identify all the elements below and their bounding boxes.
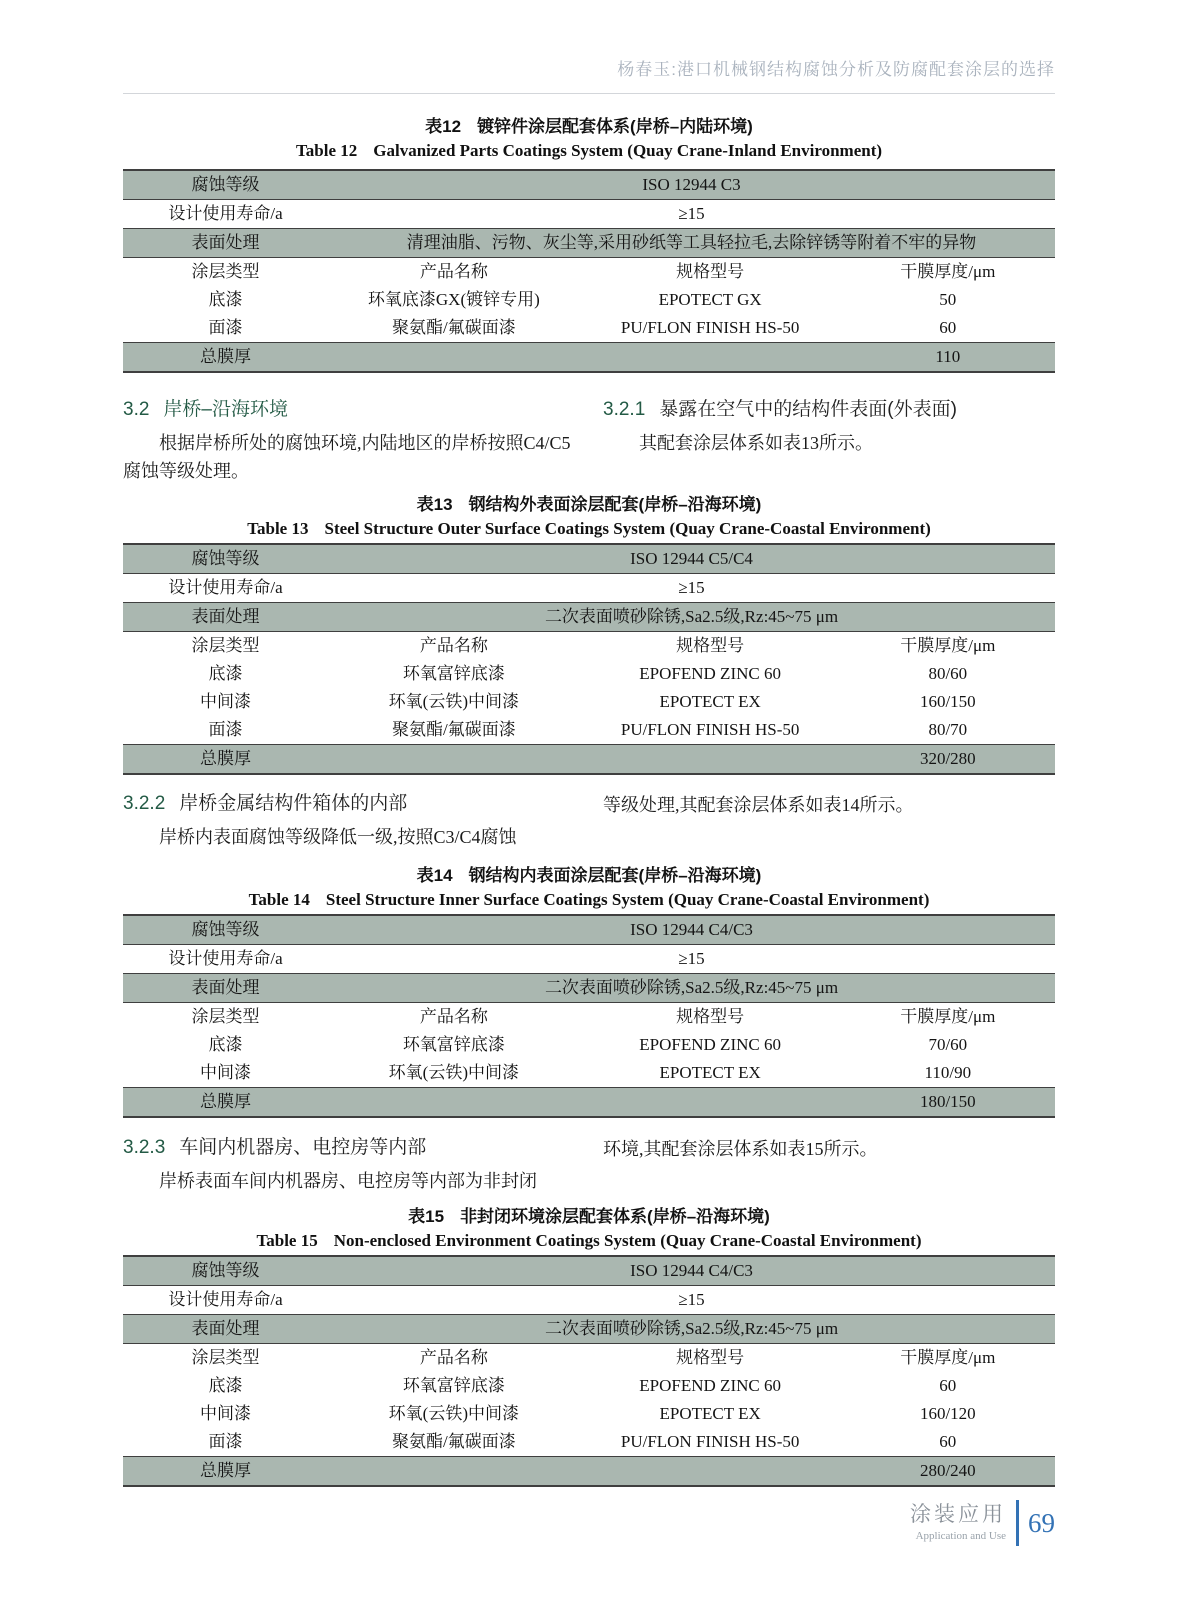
total-label: 总膜厚 [123, 1457, 328, 1487]
column-header: 涂层类型 [191, 1348, 260, 1367]
info-row [123, 974, 1055, 1003]
coating-cell: 60 [939, 1432, 957, 1451]
row-value: 清理油脂、污物、灰尘等,采用砂纸等工具轻拉毛,去除锌锈等附着不牢的异物 [328, 229, 1055, 258]
row-value: ISO 12944 C5/C4 [328, 544, 1055, 574]
row-label: 设计使用寿命/a [168, 1290, 283, 1309]
coating-cell: 底漆 [208, 1376, 243, 1395]
coating-cell: EPOFEND ZINC 60 [639, 1376, 781, 1395]
paragraph: 环境,其配套涂层体系如表15所示。 [603, 1139, 878, 1159]
coatings-table [123, 543, 1055, 775]
right-column [603, 397, 1055, 485]
paragraph: 其配套涂层体系如表13所示。 [639, 433, 873, 453]
left-column [123, 791, 581, 851]
empty-cell [328, 745, 841, 775]
table-title-en: Non-enclosed Environment Coatings System (Quay Crane-Coastal Environment) [333, 1231, 922, 1250]
table-number-label: 表12 [425, 117, 462, 136]
total-row [123, 745, 1055, 775]
coating-cell: PU/FLON FINISH HS-50 [620, 720, 800, 739]
page-number: 69 [1028, 1507, 1055, 1538]
info-row [123, 1256, 1055, 1286]
row-value: ISO 12944 C4/C3 [328, 1256, 1055, 1286]
coating-cell: 底漆 [208, 664, 243, 683]
section-number: 3.2.1 [603, 399, 646, 420]
table-title-cn: 非封闭环境涂层配套体系(岸桥–沿海环境) [460, 1207, 770, 1226]
coatings-table [123, 169, 1055, 373]
column-header: 涂层类型 [191, 636, 260, 655]
coating-cell: 110/90 [924, 1063, 972, 1082]
section-title: 岸桥–沿海环境 [163, 399, 288, 420]
table-number-label-en: Table 15 [256, 1231, 318, 1250]
info-row [123, 603, 1055, 632]
section-block-3-2-3 [123, 1135, 1055, 1195]
coating-cell: 环氧富锌底漆 [402, 1035, 505, 1054]
table-14-block [123, 864, 1055, 1118]
row-value: ≥15 [678, 949, 705, 968]
info-row [123, 1315, 1055, 1344]
section-number: 3.2.2 [123, 793, 166, 814]
info-row [123, 574, 1055, 603]
column-header: 涂层类型 [191, 1007, 260, 1026]
coating-cell: 60 [939, 1376, 957, 1395]
table-13-block [123, 493, 1055, 775]
table-title-en: Galvanized Parts Coatings System (Quay Crane-Inland Environment) [373, 141, 883, 160]
section-heading-3-2 [123, 397, 581, 423]
row-value: 二次表面喷砂除锈,Sa2.5级,Rz:45~75 μm [328, 603, 1055, 632]
coating-cell: 环氧底漆GX(镀锌专用) [367, 290, 540, 309]
row-label: 设计使用寿命/a [168, 949, 283, 968]
column-header: 产品名称 [419, 1348, 488, 1367]
left-column [123, 397, 581, 485]
empty-cell [328, 1088, 841, 1118]
coating-cell: EPOTECT GX [658, 290, 762, 309]
coating-cell: 底漆 [208, 1035, 243, 1054]
coating-cell: 环氧富锌底漆 [402, 1376, 505, 1395]
total-value: 180/150 [841, 1088, 1055, 1118]
table-number-label-en: Table 12 [295, 141, 358, 160]
table-caption-cn [123, 115, 1055, 139]
column-header-row [123, 1344, 1055, 1373]
coating-row [123, 1059, 1055, 1088]
coating-cell: EPOTECT EX [659, 1063, 761, 1082]
right-column [603, 1135, 1055, 1195]
coating-cell: EPOFEND ZINC 60 [639, 664, 781, 683]
row-value: 二次表面喷砂除锈,Sa2.5级,Rz:45~75 μm [328, 1315, 1055, 1344]
coating-cell: 环氧(云铁)中间漆 [388, 692, 519, 711]
table-title-cn: 钢结构内表面涂层配套(岸桥–沿海环境) [468, 866, 762, 885]
column-header: 涂层类型 [191, 262, 260, 281]
table-number-label-en: Table 14 [248, 890, 310, 909]
journal-section-en: Application and Use [915, 1530, 1006, 1542]
row-label: 腐蚀等级 [123, 1256, 328, 1286]
row-value: ≥15 [678, 1290, 705, 1309]
column-header-row [123, 258, 1055, 287]
running-header-title: 杨春玉:港口机械钢结构腐蚀分析及防腐配套涂层的选择 [617, 60, 1055, 79]
info-row [123, 915, 1055, 945]
total-row [123, 343, 1055, 373]
table-title-en: Steel Structure Inner Surface Coatings System (Quay Crane-Coastal Environment) [325, 890, 930, 909]
journal-section-cn: 涂装应用 [910, 1503, 1006, 1526]
coating-cell: PU/FLON FINISH HS-50 [620, 318, 800, 337]
row-label: 腐蚀等级 [123, 915, 328, 945]
coating-cell: 底漆 [208, 290, 243, 309]
paragraph: 根据岸桥所处的腐蚀环境,内陆地区的岸桥按照C4/C5腐蚀等级处理。 [123, 433, 571, 481]
total-label: 总膜厚 [123, 343, 328, 373]
section-heading-3-2-3 [123, 1135, 581, 1161]
section-heading-3-2-2 [123, 791, 581, 817]
info-row [123, 200, 1055, 229]
section-title: 岸桥金属结构件箱体的内部 [179, 793, 408, 814]
coating-cell: 面漆 [208, 1432, 243, 1451]
coating-cell: 80/70 [928, 720, 968, 739]
column-header: 干膜厚度/μm [900, 262, 996, 281]
table-title-en: Steel Structure Outer Surface Coatings System (Quay Crane-Coastal Environment) [324, 519, 931, 538]
row-label: 设计使用寿命/a [168, 578, 283, 597]
page-content [123, 0, 1055, 1487]
coating-cell: 中间漆 [200, 1404, 252, 1423]
coating-row [123, 660, 1055, 688]
coating-row [123, 1400, 1055, 1428]
row-label: 设计使用寿命/a [168, 204, 283, 223]
coating-cell: 环氧(云铁)中间漆 [388, 1063, 519, 1082]
running-header [123, 0, 1055, 94]
total-label: 总膜厚 [123, 745, 328, 775]
row-value: ≥15 [678, 204, 705, 223]
table-caption-cn [123, 864, 1055, 888]
total-value: 320/280 [841, 745, 1055, 775]
column-header: 规格型号 [676, 262, 745, 281]
paragraph: 等级处理,其配套涂层体系如表14所示。 [603, 795, 914, 815]
section-block-3-2-2 [123, 791, 1055, 851]
column-header: 产品名称 [419, 262, 488, 281]
table-title-cn: 镀锌件涂层配套体系(岸桥–内陆环境) [477, 117, 753, 136]
coating-cell: 50 [939, 290, 957, 309]
left-column [123, 1135, 581, 1195]
coating-cell: EPOTECT EX [659, 692, 761, 711]
coating-cell: 面漆 [208, 720, 243, 739]
row-value: 二次表面喷砂除锈,Sa2.5级,Rz:45~75 μm [328, 974, 1055, 1003]
coatings-table [123, 914, 1055, 1118]
info-row [123, 170, 1055, 200]
coating-cell: 中间漆 [200, 1063, 252, 1082]
empty-cell [328, 343, 841, 373]
empty-cell [328, 1457, 841, 1487]
column-header: 产品名称 [419, 636, 488, 655]
info-row [123, 229, 1055, 258]
table-caption-cn [123, 1205, 1055, 1229]
section-number: 3.2 [123, 399, 150, 420]
row-value: ≥15 [678, 578, 705, 597]
column-header: 干膜厚度/μm [900, 1007, 996, 1026]
row-value: ISO 12944 C3 [328, 170, 1055, 200]
coating-row [123, 1428, 1055, 1457]
coating-cell: 60 [939, 318, 957, 337]
table-number-label: 表15 [408, 1207, 445, 1226]
total-value: 110 [841, 343, 1055, 373]
table-title-cn: 钢结构外表面涂层配套(岸桥–沿海环境) [468, 495, 762, 514]
coating-row [123, 314, 1055, 343]
table-caption-en [123, 517, 1055, 541]
paragraph: 岸桥表面车间内机器房、电控房等内部为非封闭 [159, 1171, 537, 1191]
coating-cell: EPOTECT EX [659, 1404, 761, 1423]
coating-row [123, 1031, 1055, 1059]
coating-cell: 160/120 [919, 1404, 976, 1423]
coating-cell: 聚氨酯/氟碳面漆 [391, 318, 516, 337]
coating-cell: 70/60 [928, 1035, 968, 1054]
row-label: 表面处理 [123, 974, 328, 1003]
table-caption-en [123, 888, 1055, 912]
row-label: 腐蚀等级 [123, 170, 328, 200]
info-row [123, 945, 1055, 974]
section-number: 3.2.3 [123, 1137, 166, 1158]
right-column [603, 791, 1055, 851]
column-header: 干膜厚度/μm [900, 636, 996, 655]
section-title: 车间内机器房、电控房等内部 [179, 1137, 427, 1158]
coating-cell: 环氧(云铁)中间漆 [388, 1404, 519, 1423]
table-number-label: 表13 [416, 495, 453, 514]
total-label: 总膜厚 [123, 1088, 328, 1118]
column-header-row [123, 632, 1055, 661]
row-label: 腐蚀等级 [123, 544, 328, 574]
row-label: 表面处理 [123, 229, 328, 258]
total-row [123, 1457, 1055, 1487]
row-label: 表面处理 [123, 1315, 328, 1344]
table-caption-en [123, 139, 1055, 163]
total-row [123, 1088, 1055, 1118]
section-heading-3-2-1 [603, 397, 1055, 423]
coating-cell: 聚氨酯/氟碳面漆 [391, 1432, 516, 1451]
column-header: 规格型号 [676, 1348, 745, 1367]
total-value: 280/240 [841, 1457, 1055, 1487]
table-number-label: 表14 [416, 866, 453, 885]
column-header: 规格型号 [676, 1007, 745, 1026]
table-15-block [123, 1205, 1055, 1487]
coating-row [123, 688, 1055, 716]
coating-row [123, 716, 1055, 745]
coating-cell: 中间漆 [200, 692, 252, 711]
coating-row [123, 286, 1055, 314]
journal-section [910, 1503, 1006, 1543]
table-caption-en [123, 1229, 1055, 1253]
row-value: ISO 12944 C4/C3 [328, 915, 1055, 945]
table-12-block [123, 115, 1055, 373]
section-title: 暴露在空气中的结构件表面(外表面) [659, 399, 957, 420]
coating-row [123, 1372, 1055, 1400]
table-number-label-en: Table 13 [247, 519, 309, 538]
coating-cell: PU/FLON FINISH HS-50 [620, 1432, 800, 1451]
paragraph: 岸桥内表面腐蚀等级降低一级,按照C3/C4腐蚀 [159, 827, 517, 847]
column-header-row [123, 1003, 1055, 1032]
column-header: 产品名称 [419, 1007, 488, 1026]
coating-cell: 环氧富锌底漆 [402, 664, 505, 683]
coating-cell: 面漆 [208, 318, 243, 337]
info-row [123, 544, 1055, 574]
coating-cell: 160/150 [919, 692, 976, 711]
coatings-table [123, 1255, 1055, 1487]
table-caption-cn [123, 493, 1055, 517]
row-label: 表面处理 [123, 603, 328, 632]
info-row [123, 1286, 1055, 1315]
section-block-3-2 [123, 397, 1055, 485]
footer-divider-bar [1016, 1500, 1019, 1546]
page-footer [910, 1500, 1055, 1546]
column-header: 规格型号 [676, 636, 745, 655]
coating-cell: EPOFEND ZINC 60 [639, 1035, 781, 1054]
coating-cell: 80/60 [928, 664, 968, 683]
column-header: 干膜厚度/μm [900, 1348, 996, 1367]
coating-cell: 聚氨酯/氟碳面漆 [391, 720, 516, 739]
